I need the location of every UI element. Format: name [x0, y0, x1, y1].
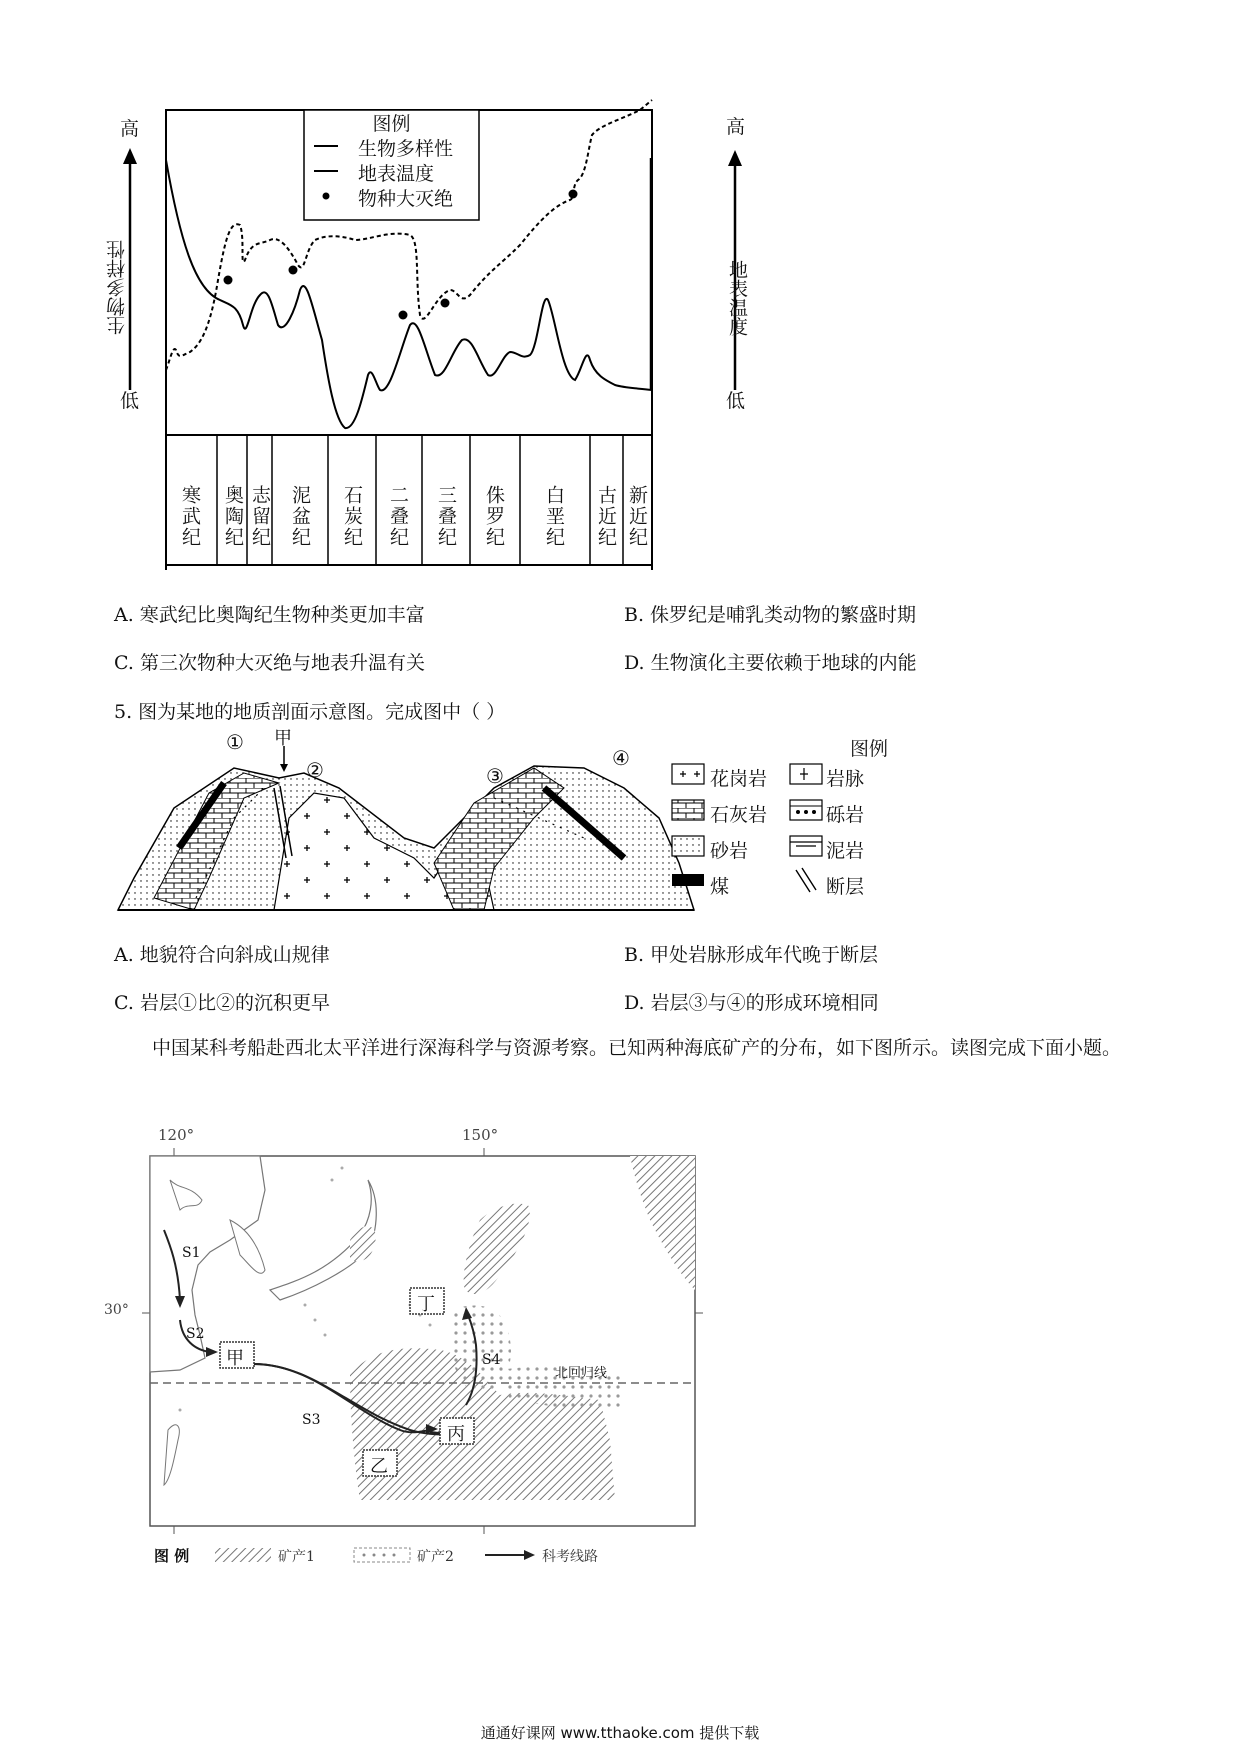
era-devonian: 泥盆纪 [289, 485, 311, 548]
left-axis-label: 生物多样性 [106, 240, 128, 335]
lat-30: 30° [104, 1302, 129, 1318]
legend-mudstone: 泥岩 [826, 840, 865, 862]
label-s3: S3 [302, 1412, 321, 1428]
q5-option-b[interactable]: B. 甲处岩脉形成年代晚于断层 [624, 944, 879, 966]
legend-sandstone: 砂岩 [710, 840, 749, 862]
map-legend-m1: 矿产1 [278, 1549, 315, 1565]
legend-dike: 岩脉 [826, 768, 865, 790]
geology-legend-title: 图例 [850, 738, 889, 760]
legend-fault: 断层 [826, 876, 865, 898]
label-3: ③ [486, 764, 504, 788]
label-s4: S4 [482, 1352, 501, 1368]
era-jurassic: 侏罗纪 [483, 485, 505, 548]
era-paleogene: 古近纪 [595, 485, 617, 548]
era-triassic: 三叠纪 [435, 485, 457, 548]
map-legend-title: 图 例 [154, 1547, 190, 1565]
label-jia: 甲 [274, 728, 292, 749]
right-axis-high: 高 [726, 116, 746, 138]
box-bing: 丙 [447, 1424, 465, 1445]
label-s1: S1 [182, 1245, 201, 1261]
era-ordovician: 奥陶纪 [222, 485, 244, 548]
label-4: ④ [612, 746, 630, 770]
legend-coal: 煤 [710, 876, 730, 898]
ocean-map [104, 1126, 710, 1570]
legend-limestone: 石灰岩 [710, 804, 768, 826]
intro-paragraph: 中国某科考船赴西北太平洋进行深海科学与资源考察。已知两种海底矿产的分布，如下图所示。读图完成下面小题。 [152, 1037, 1122, 1059]
q4-option-b[interactable]: B. 侏罗纪是哺乳类动物的繁盛时期 [624, 604, 917, 626]
q5-stem: 5. 图为某地的地质剖面示意图。完成图中（ ） [114, 701, 506, 723]
q4-option-c[interactable]: C. 第三次物种大灭绝与地表升温有关 [114, 652, 425, 674]
q4-option-d[interactable]: D. 生物演化主要依赖于地球的内能 [624, 652, 917, 674]
era-neogene: 新近纪 [626, 485, 648, 548]
box-jia: 甲 [226, 1348, 244, 1369]
lon-120: 120° [158, 1126, 195, 1144]
lon-150: 150° [462, 1126, 499, 1144]
legend-item-biodiversity: 生物多样性 [358, 138, 454, 160]
era-carboniferous: 石炭纪 [341, 485, 363, 548]
legend-granite: 花岗岩 [710, 768, 768, 790]
map-legend-route: 科考线路 [542, 1549, 598, 1565]
chart-legend-text [304, 112, 479, 212]
geology-profile [114, 728, 994, 928]
q5-option-a[interactable]: A. 地貌符合向斜成山规律 [114, 944, 330, 966]
q4-option-a[interactable]: A. 寒武纪比奥陶纪生物种类更加丰富 [114, 604, 425, 626]
left-axis-low: 低 [120, 390, 140, 412]
legend-item-extinction: 物种大灭绝 [358, 188, 454, 210]
box-ding: 丁 [417, 1294, 435, 1315]
q5-option-d[interactable]: D. 岩层③与④的形成环境相同 [624, 992, 879, 1014]
legend-conglomerate: 砾岩 [826, 804, 865, 826]
right-axis [710, 110, 760, 470]
ocean-map-svg [110, 1140, 710, 1570]
legend-title: 图例 [372, 113, 411, 135]
label-tropic: 北回归线 [555, 1366, 608, 1381]
era-cambrian: 寒武纪 [179, 485, 201, 548]
label-1: ① [226, 730, 244, 754]
legend-item-temperature: 地表温度 [358, 163, 435, 185]
era-cretaceous: 白垩纪 [543, 485, 565, 548]
right-axis-low: 低 [726, 390, 746, 412]
box-yi: 乙 [370, 1456, 388, 1477]
label-s2: S2 [186, 1326, 205, 1342]
left-axis-high: 高 [120, 118, 140, 140]
footer-text: 通通好课网 www.tthaoke.com 提供下载 [480, 1724, 760, 1742]
right-axis-label: 地表温度 [726, 260, 748, 336]
q5-option-c[interactable]: C. 岩层①比②的沉积更早 [114, 992, 330, 1014]
map-legend-m2: 矿产2 [417, 1549, 454, 1565]
label-2: ② [306, 758, 324, 782]
era-permian: 二叠纪 [387, 485, 409, 548]
era-labels [166, 440, 652, 565]
era-silurian: 志留纪 [249, 485, 271, 548]
